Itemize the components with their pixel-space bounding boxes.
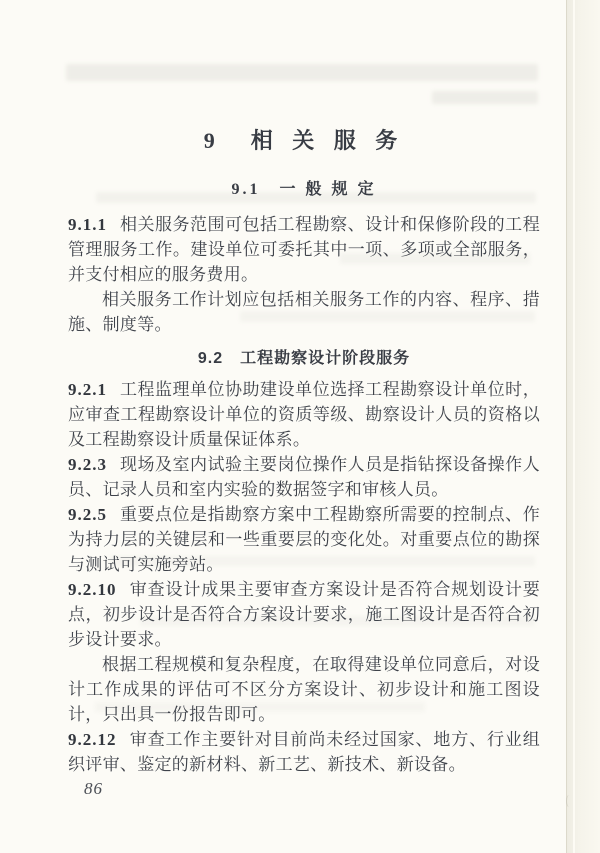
text-block: [68, 0, 540, 777]
continuation-paragraph: [68, 287, 540, 337]
chapter-title: 9 相 关 服 务: [203, 128, 405, 153]
section-heading-9-2: 9.2 工程勘察设计阶段服务: [197, 350, 411, 367]
section-heading-9-1: 9.1 一 般 规 定: [231, 181, 377, 198]
clause-text: 重要点位是指勘察方案中工程勘察所需要的控制点、作为持力层的关键层和一些重要层的变化处。对重要点位的勘探与测试可实施旁站。: [68, 505, 540, 574]
page-edge-highlight: [573, 0, 575, 853]
clause-number: 9.2.1: [68, 380, 107, 399]
clause-paragraph-9-2-5: [68, 502, 540, 577]
scan-artifact: [566, 795, 572, 807]
clause-number: 9.2.5: [68, 505, 107, 524]
clause-text: 现场及室内试验主要岗位操作人员是指钻探设备操作人员、记录人员和室内实验的数据签字和审核人员。: [68, 455, 540, 499]
clause-paragraph-9-2-12: [68, 727, 540, 777]
book-page-edge: [566, 0, 600, 853]
clause-paragraph-9-2-3: [68, 452, 540, 502]
clause-text: 审查工作主要针对目前尚未经过国家、地方、行业组织评审、鉴定的新材料、新工艺、新技术、新设备。: [68, 730, 540, 774]
continuation-paragraph: [68, 652, 540, 727]
section-9-1-body: [68, 212, 540, 337]
clause-text: 工程监理单位协助建设单位选择工程勘察设计单位时，应审查工程勘察设计单位的资质等级、勘察设计人员的资格以及工程勘察设计质量保证体系。: [68, 380, 540, 449]
clause-number: 9.1.1: [68, 215, 107, 234]
clause-text: 相关服务范围可包括工程勘察、设计和保修阶段的工程管理服务工作。建设单位可委托其中一项、多项或全部服务，并支付相应的服务费用。: [68, 215, 540, 284]
clause-text: 相关服务工作计划应包括相关服务工作的内容、程序、措施、制度等。: [68, 290, 540, 334]
section-9-2-body: [68, 377, 540, 777]
clause-text: 审查设计成果主要审查方案设计是否符合规划设计要点，初步设计是否符合方案设计要求，施工图设计是否符合初步设计要求。: [68, 580, 540, 649]
clause-paragraph-9-2-1: [68, 377, 540, 452]
clause-text: 根据工程规模和复杂程度，在取得建设单位同意后，对设计工作成果的评估可不区分方案设计、初步设计和施工图设计，只出具一份报告即可。: [68, 655, 540, 724]
clause-number: 9.2.12: [68, 730, 117, 749]
clause-number: 9.2.3: [68, 455, 107, 474]
clause-paragraph-9-2-10: [68, 577, 540, 652]
clause-number: 9.2.10: [68, 580, 117, 599]
page-number: 86: [84, 779, 103, 798]
clause-paragraph-9-1-1: [68, 212, 540, 287]
